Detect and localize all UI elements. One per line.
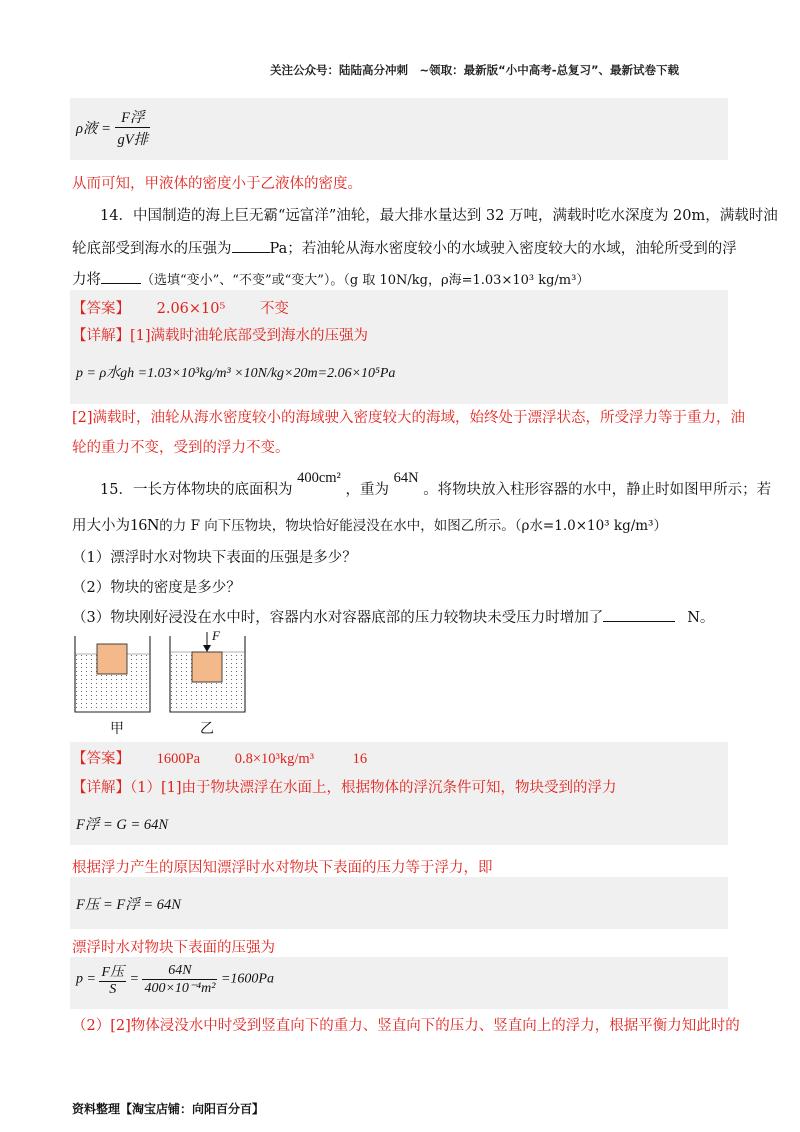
q15-sub3b: N。	[687, 610, 715, 626]
page-header: 关注公众号：陆陆高分冲刺 ~领取：最新版“小中高考-总复习”、最新试卷下载	[270, 63, 680, 77]
formula-fraction	[115, 106, 150, 149]
f3-num1: F压	[99, 961, 126, 982]
q15-line1b: ，重为	[345, 482, 389, 498]
q14-line1: 14．中国制造的海上巨无霸“远富洋”油轮，最大排水量达到 32 万吨，满载时吃水深度为 20m，满载时油	[100, 208, 778, 224]
q15-answer2: 0.8×10³kg/m³	[234, 751, 315, 767]
q15-formula1: F浮 = G = 64N	[76, 817, 169, 833]
q14-detail2b: 轮的重力不变，受到的浮力不变。	[72, 440, 290, 456]
f3-num2: 64N	[142, 963, 217, 980]
q15-sub3	[72, 606, 714, 627]
q14-line2	[72, 237, 737, 258]
q14-line3b: （选填“变小”、“不变”或“变大”）。（g 取 10N/kg，ρ海=1.03×10³ kg/m³）	[141, 273, 590, 288]
formula-denominator: gV排	[117, 132, 149, 148]
formula-lhs: ρ液 =	[76, 121, 111, 137]
q14-blank2	[101, 283, 141, 284]
q14-answer2: 不变	[259, 301, 289, 317]
density-formula	[76, 106, 150, 149]
conclusion-text: 从而可知，甲液体的密度小于乙液体的密度。	[72, 176, 362, 192]
q14-line2b: Pa；若油轮从海水密度较小的水域驶入密度较大的水域，油轮所受到的浮	[269, 241, 737, 257]
q14-detail-tag: 【详解】	[72, 328, 130, 344]
q15-formula2: F压 = F浮 = 64N	[76, 897, 181, 913]
q14-formula: p = ρ水gh =1.03×10³kg/m³ ×10N/kg×20m=2.06×10⁵Pa	[76, 366, 396, 381]
q15-sub1: （1）漂浮时水对物块下表面的压强是多少？	[72, 550, 357, 566]
q14-detail2a: [2]满载时，油轮从海水密度较小的海域驶入密度较大的海域，始终处于漂浮状态，所受浮力等于重力，油	[72, 410, 746, 426]
figure-b	[170, 632, 245, 712]
q14-blank1	[232, 252, 270, 253]
q15-blank	[603, 621, 675, 622]
q14-answer1: 2.06×10⁵	[156, 301, 226, 317]
f3-frac1	[99, 961, 126, 998]
q15-answer1: 1600Pa	[156, 751, 201, 767]
f3-frac2	[142, 963, 217, 997]
q15-detail-row	[72, 776, 617, 797]
f3-rhs: =1600Pa	[220, 971, 274, 987]
container-figures	[70, 630, 270, 740]
q15-answer-tag: 【答案】	[72, 751, 130, 767]
formula-band-top	[70, 98, 728, 160]
q14-detail-row	[72, 324, 368, 345]
q14-answer-tag: 【答案】	[72, 301, 130, 317]
q14-line3a: 力将	[72, 272, 101, 288]
q15-detail-tag: 【详解】	[72, 780, 130, 796]
figure-a	[75, 636, 150, 712]
q15-line1	[100, 470, 772, 499]
q15-area: 400cm²	[297, 470, 341, 486]
f3-den1: S	[109, 982, 117, 997]
q15-answer-row	[72, 747, 367, 768]
q15-formula3	[76, 961, 274, 998]
block-a	[97, 644, 127, 674]
q15-text3: 漂浮时水对物块下表面的压强为	[72, 940, 275, 956]
q15-sub2: （2）物块的密度是多少？	[72, 580, 241, 596]
q15-detail1: （1）[1]由于物块漂浮在水面上，根据物体的浮沉条件可知，物块受到的浮力	[130, 780, 617, 796]
block-b	[192, 652, 222, 682]
q15-text4: （2）[2]物体浸没水中时受到竖直向下的重力、竖直向下的压力、竖直向上的浮力，根据平衡力知此时的	[72, 1018, 740, 1034]
q15-answer3: 16	[352, 751, 368, 767]
q14-answer-row	[72, 297, 289, 318]
f3-den2: 400×10⁻⁴m²	[144, 980, 216, 996]
q15-force: 16N	[130, 515, 160, 534]
q15-sub3a: （3）物块刚好浸没在水中时，容器内水对容器底部的压力较物块未受压力时增加了	[72, 610, 604, 626]
q15-line1c: 。将物块放入柱形容器的水中，静止时如图甲所示；若	[423, 482, 772, 498]
figure-label-b: 乙	[200, 721, 214, 737]
f3-eq: =	[129, 971, 139, 987]
q14-line3	[72, 268, 589, 289]
q15-text2: 根据浮力产生的原因知漂浮时水对物块下表面的压力等于浮力，即	[72, 860, 493, 876]
q15-line1a: 15．一长方体物块的底面积为	[100, 482, 293, 498]
f3-lhs: p =	[76, 971, 96, 987]
q15-line2a: 用大小为	[72, 518, 130, 534]
page-footer: 资料整理【淘宝店铺：向阳百分百】	[72, 1102, 265, 1116]
q14-line2a: 轮底部受到海水的压强为	[72, 241, 232, 257]
q15-weight: 64N	[393, 470, 419, 486]
q14-detail1: [1]满载时油轮底部受到海水的压强为	[130, 328, 369, 344]
figure-label-a: 甲	[110, 721, 124, 737]
q15-line2	[72, 514, 667, 535]
q15-line2b: 的力 F 向下压物块，物块恰好能浸没在水中，如图乙所示。（ρ水=1.0×10³ kg/m³）	[159, 518, 667, 534]
formula-numerator: F浮	[115, 106, 150, 128]
figure-force-label: F	[212, 628, 220, 643]
